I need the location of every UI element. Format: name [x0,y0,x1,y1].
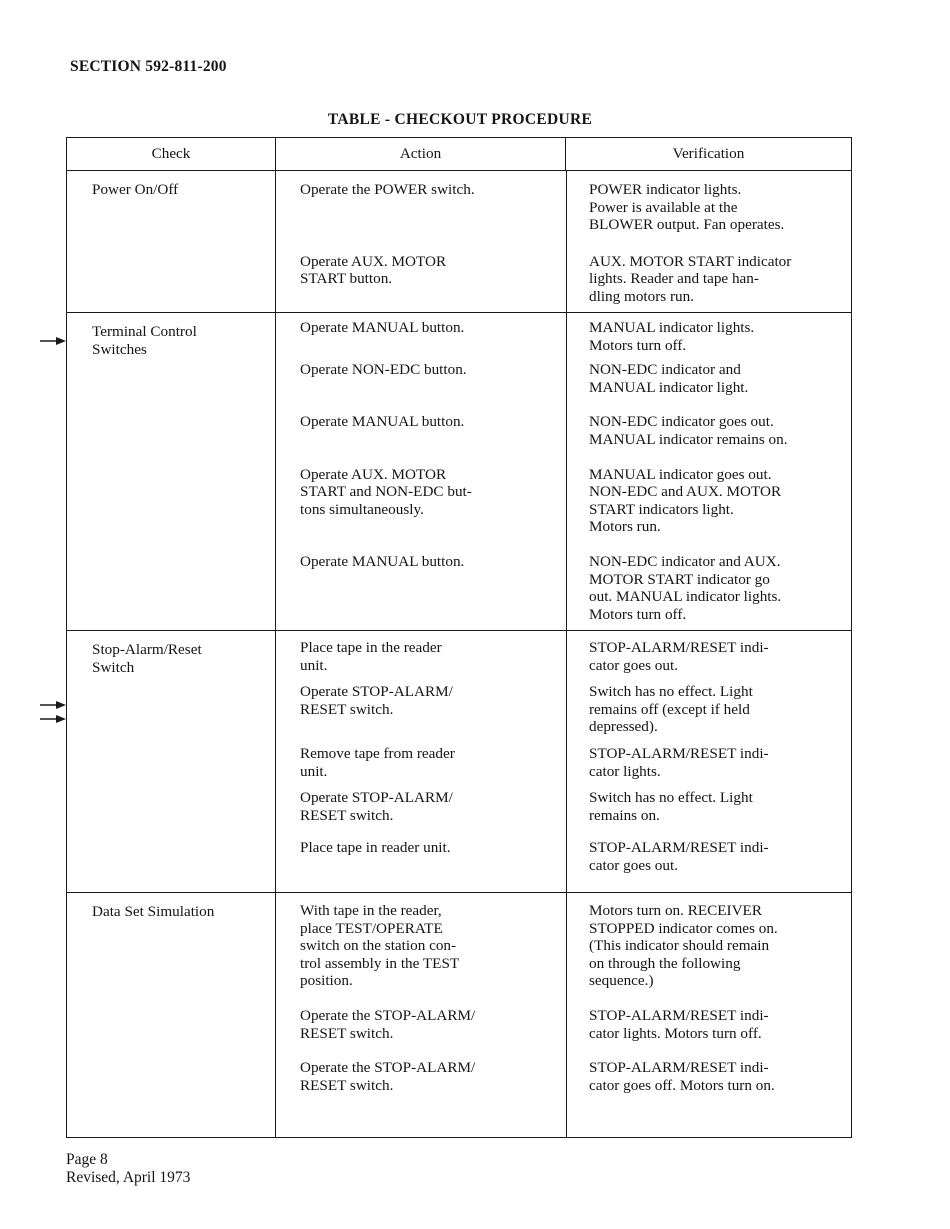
verification-text: STOP-ALARM/RESET indi- cator lights. Motors turn off. [566,990,852,1042]
check-label: Data Set Simulation [92,903,215,920]
verification-text: AUX. MOTOR START indicator lights. Reader and tape han- dling motors run. [566,234,852,306]
action-text: Operate NON-EDC button. [300,361,467,379]
change-bar-arrow-icon [40,336,66,346]
column-header-action: Action [276,138,566,171]
verification-text: POWER indicator lights. Power is available at the BLOWER output. Fan operates. [566,171,852,234]
verification-text: NON-EDC indicator and MANUAL indicator light. [566,354,852,396]
check-cell [67,631,276,893]
check-label: Power On/Off [92,181,179,198]
verification-text: MANUAL indicator lights. Motors turn off. [566,313,852,354]
table-row [67,893,852,1138]
check-label: Stop-Alarm/Reset Switch [92,641,202,676]
verification-text: MANUAL indicator goes out. NON-EDC and AUX. MOTOR START indicators light. Motors run. [566,449,852,536]
filler [276,1094,566,1137]
table-row [67,631,852,893]
table-header-row [67,138,852,171]
filler [566,306,852,312]
steps-grid [276,631,851,892]
action-text: Remove tape from reader unit. [300,744,455,780]
change-bar-arrow-icon [40,714,66,724]
column-header-check: Check [67,138,276,171]
action-text: Operate the POWER switch. [300,181,475,198]
verification-text: NON-EDC indicator goes out. MANUAL indicator remains on. [566,396,852,448]
verification-text: Motors turn on. RECEIVER STOPPED indicator comes on. (This indicator should remain on through the following sequence.) [566,893,852,990]
check-cell [67,171,276,313]
filler [566,875,852,892]
column-header-verification: Verification [566,138,852,171]
steps-cell [276,313,852,631]
verification-text: STOP-ALARM/RESET indi- cator lights. [566,736,852,780]
table-row [67,313,852,631]
action-text: Operate MANUAL button. [300,413,465,431]
section-header: SECTION 592-811-200 [70,58,227,75]
check-cell [67,313,276,631]
action-text: Operate AUX. MOTOR START and NON-EDC but- tons simultaneously. [300,465,472,518]
steps-grid [276,313,851,630]
steps-cell [276,631,852,893]
check-cell [67,893,276,1138]
check-label: Terminal Control Switches [92,323,197,358]
checkout-procedure-table [66,137,852,1138]
revision-date: Revised, April 1973 [66,1169,191,1186]
page-number: Page 8 [66,1151,108,1168]
steps-cell [276,893,852,1138]
verification-text: Switch has no effect. Light remains on. [566,780,852,824]
page-footer [66,1151,190,1187]
verification-text: STOP-ALARM/RESET indi- cator goes out. [566,824,852,874]
action-text: Operate the STOP-ALARM/ RESET switch. [300,1059,476,1094]
action-text: Operate the STOP-ALARM/ RESET switch. [300,1006,476,1042]
action-text: Operate MANUAL button. [300,552,465,570]
filler [276,623,566,630]
steps-grid [276,893,851,1137]
verification-text: NON-EDC indicator and AUX. MOTOR START indicator go out. MANUAL indicator lights. Motors turn off. [566,536,852,623]
action-text: Place tape in reader unit. [300,839,451,857]
filler [276,875,566,892]
action-text: Operate MANUAL button. [300,319,465,336]
verification-text: STOP-ALARM/RESET indi- cator goes out. [566,631,852,674]
action-text: With tape in the reader, place TEST/OPERATE switch on the station con- trol assembly in the TEST position. [300,902,460,990]
action-text: Operate STOP-ALARM/ RESET switch. [300,789,453,824]
verification-text: STOP-ALARM/RESET indi- cator goes off. Motors turn on. [566,1042,852,1094]
action-text: Operate AUX. MOTOR START button. [300,252,447,288]
action-text: Operate STOP-ALARM/ RESET switch. [300,683,453,718]
filler [566,1094,852,1137]
filler [566,623,852,630]
steps-cell [276,171,852,313]
filler [276,306,566,312]
action-text: Place tape in the reader unit. [300,639,442,674]
steps-grid [276,171,851,312]
verification-text: Switch has no effect. Light remains off (except if held depressed). [566,674,852,736]
table-row [67,171,852,313]
table-title: TABLE - CHECKOUT PROCEDURE [327,111,593,128]
change-bar-arrow-icon [40,700,66,710]
